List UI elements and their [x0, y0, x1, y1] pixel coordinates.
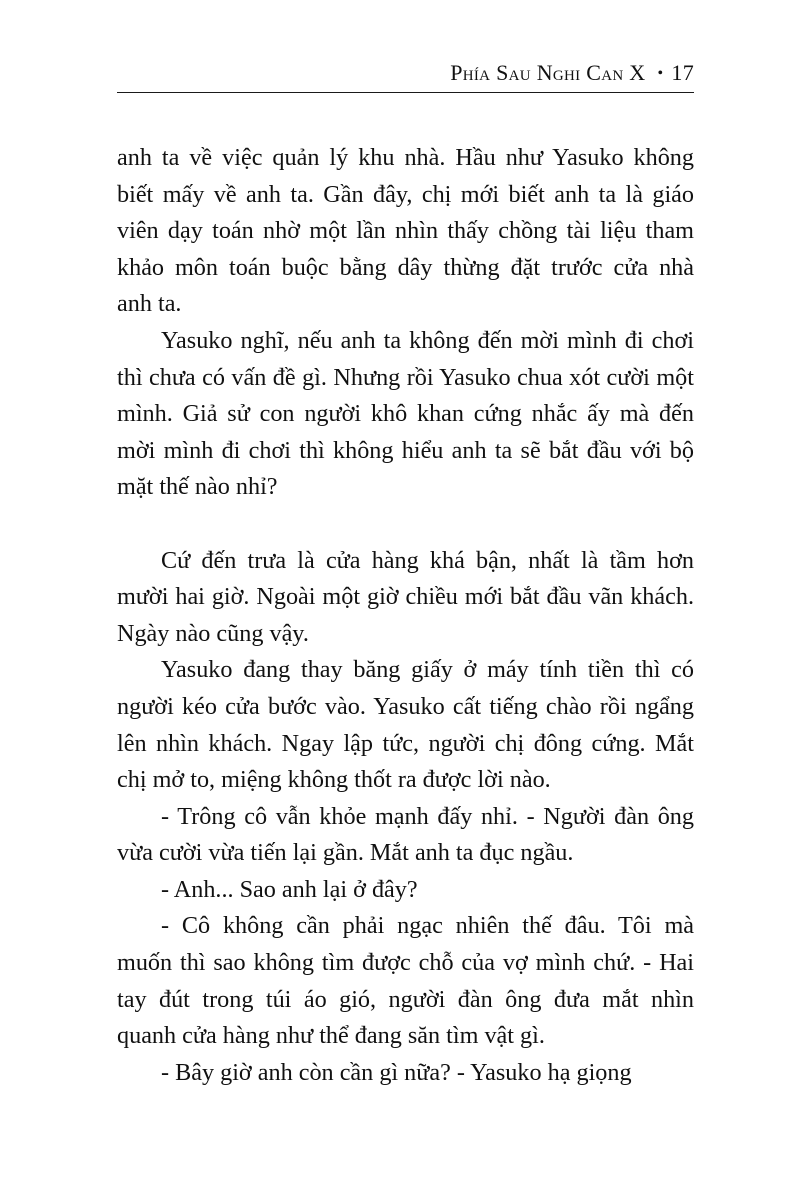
- text-line: mình. Giả sử con người khô khan cứng nhắc ấy mà đến: [117, 400, 694, 428]
- text-line: khảo môn toán buộc bằng dây thừng đặt trước cửa nhà: [117, 253, 694, 281]
- text-line: Yasuko đang thay băng giấy ở máy tính tiền thì có: [161, 656, 694, 684]
- text-line: quanh cửa hàng như thể đang săn tìm vật gì.: [117, 1022, 545, 1050]
- text-line: mười hai giờ. Ngoài một giờ chiều mới bắt đầu vãn khách.: [117, 583, 694, 611]
- running-header: [117, 58, 694, 93]
- paragraph: [117, 1055, 694, 1092]
- paragraph: [117, 872, 694, 909]
- paragraph: [117, 543, 694, 653]
- text-line: vừa cười vừa tiến lại gần. Mắt anh ta đục ngầu.: [117, 839, 574, 867]
- paragraph: [117, 140, 694, 323]
- text-line: anh ta về việc quản lý khu nhà. Hầu như Yasuko không: [117, 144, 694, 171]
- body-text: [117, 140, 694, 1091]
- text-line: người kéo cửa bước vào. Yasuko cất tiếng chào rồi ngẩng: [117, 692, 694, 720]
- text-line: lên nhìn khách. Ngay lập tức, người chị đông cứng. Mắt: [117, 729, 694, 757]
- text-line: - Anh... Sao anh lại ở đây?: [161, 875, 418, 903]
- header-separator: •: [657, 65, 664, 82]
- text-line: thì chưa có vấn đề gì. Nhưng rồi Yasuko chua xót cười một: [117, 363, 694, 391]
- text-line: Cứ đến trưa là cửa hàng khá bận, nhất là tầm hơn: [161, 546, 694, 574]
- text-line: Yasuko nghĩ, nếu anh ta không đến mời mình đi chơi: [161, 326, 694, 354]
- paragraph: [117, 908, 694, 1054]
- page-number: 17: [671, 60, 694, 85]
- section-break: [117, 506, 694, 543]
- text-line: mặt thế nào nhỉ?: [117, 473, 278, 501]
- text-line: anh ta.: [117, 290, 182, 318]
- text-line: mời mình đi chơi thì không hiểu anh ta sẽ bắt đầu với bộ: [117, 436, 694, 464]
- text-line: Ngày nào cũng vậy.: [117, 619, 309, 647]
- paragraph: [117, 652, 694, 798]
- text-line: biết mấy về anh ta. Gần đây, chị mới biết anh ta là giáo: [117, 180, 694, 208]
- text-line: chị mở to, miệng không thốt ra được lời nào.: [117, 766, 551, 794]
- paragraph: [117, 799, 694, 872]
- book-title: Phía Sau Nghi Can X: [450, 60, 646, 85]
- paragraph: [117, 323, 694, 506]
- text-line: - Trông cô vẫn khỏe mạnh đấy nhỉ. - Người đàn ông: [161, 802, 694, 830]
- text-line: tay đút trong túi áo gió, người đàn ông đưa mắt nhìn: [117, 985, 694, 1013]
- text-line: muốn thì sao không tìm được chỗ của vợ mình chứ. - Hai: [117, 949, 694, 977]
- text-line: - Bây giờ anh còn cần gì nữa? - Yasuko hạ giọng: [161, 1058, 632, 1086]
- text-line: viên dạy toán nhờ một lần nhìn thấy chồng tài liệu tham: [117, 217, 694, 245]
- text-line: - Cô không cần phải ngạc nhiên thế đâu. Tôi mà: [161, 912, 694, 940]
